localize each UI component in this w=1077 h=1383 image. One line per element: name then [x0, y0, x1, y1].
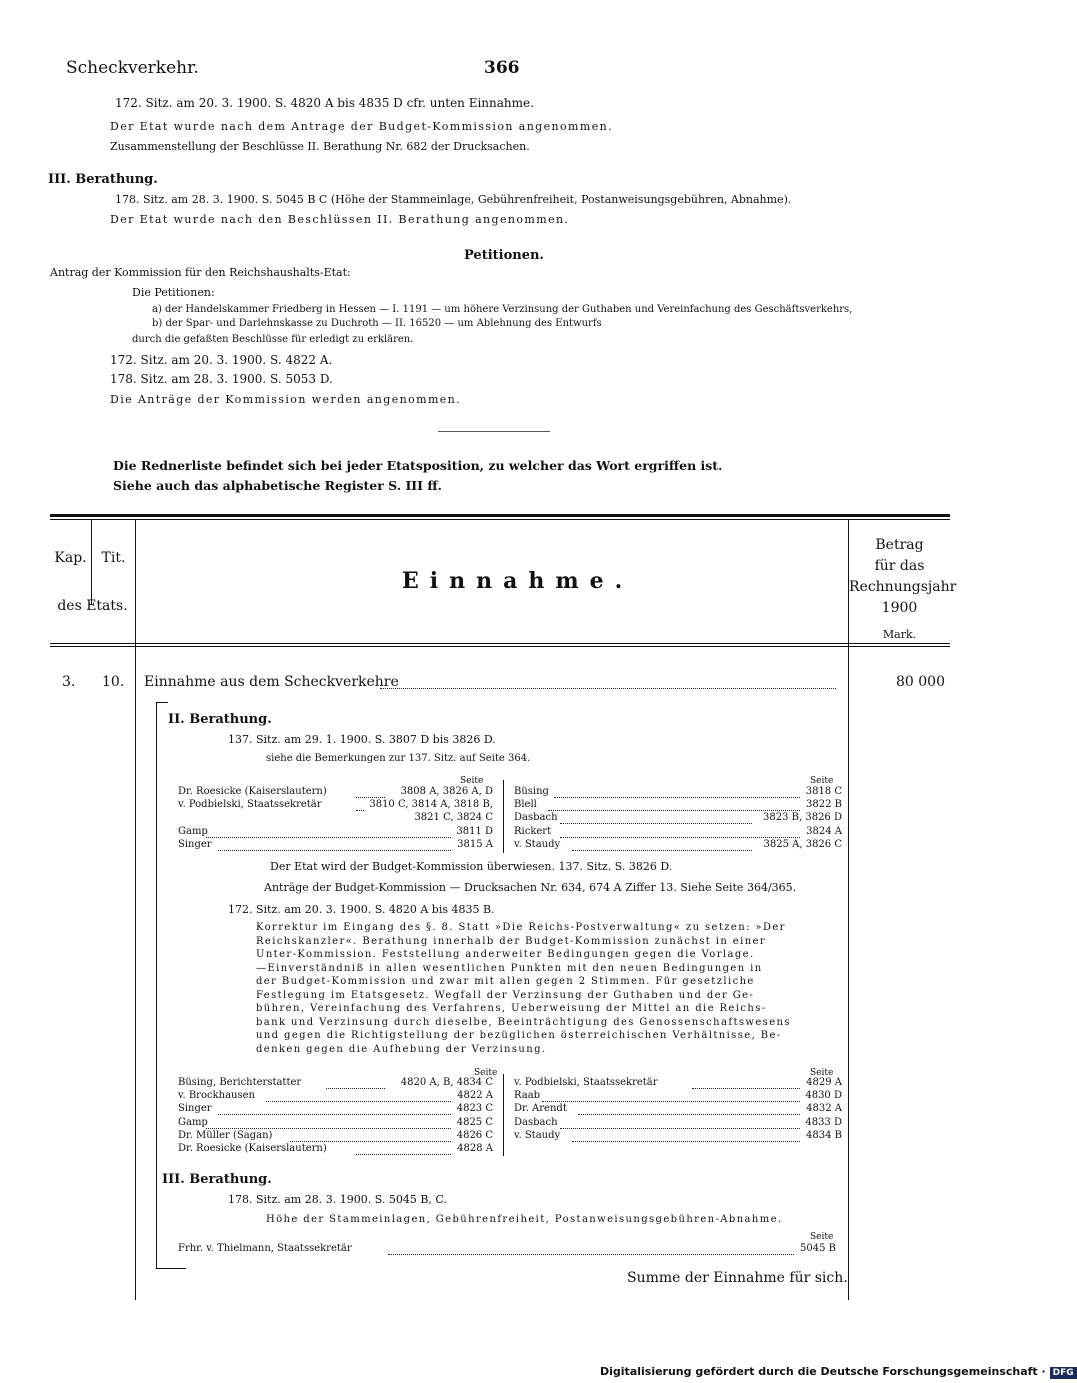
speaker-pages: 4834 B — [806, 1129, 842, 1141]
paragraph-line: —Einverständniß in allen wesentlichen Punkten mit den neuen Bedingungen in — [256, 962, 763, 974]
speaker-name: Gamp — [178, 1116, 208, 1128]
leader-dots — [542, 1101, 800, 1102]
footer-text: Digitalisierung gefördert durch die Deutsche Forschungsgemeinschaft · — [600, 1365, 1046, 1378]
see-remarks: siehe die Bemerkungen zur 137. Sitz. auf Seite 364. — [266, 753, 531, 764]
speaker-column-divider — [503, 780, 504, 853]
top-line: Zusammenstellung der Beschlüsse II. Berathung Nr. 682 der Drucksachen. — [110, 140, 530, 153]
leader-dots — [560, 837, 800, 838]
seite-label: Seite — [460, 776, 484, 786]
leader-dots — [572, 1141, 800, 1142]
top-line: 172. Sitz. am 20. 3. 1900. S. 4820 A bis 4835 D cfr. unten Einnahme. — [115, 96, 534, 110]
speaker-pages: 3824 A — [806, 825, 842, 837]
third-reading-top-line: Der Etat wurde nach den Beschlüssen II. Berathung angenommen. — [110, 213, 570, 226]
speaker-pages: 5045 B — [800, 1243, 836, 1254]
leader-dots — [548, 810, 800, 811]
speaker-pages: 3822 B — [806, 799, 842, 811]
footer-credit — [600, 1365, 1077, 1379]
petitions-line: 172. Sitz. am 20. 3. 1900. S. 4822 A. — [110, 353, 333, 367]
third-reading-top-line: 178. Sitz. am 28. 3. 1900. S. 5045 B C (Höhe der Stammeinlage, Gebührenfreiheit, Postanweisungsgebühren, Abnahme). — [115, 193, 792, 206]
seite-label: Seite — [474, 1068, 498, 1078]
amount-unit: Mark. — [882, 628, 917, 641]
paragraph-line: denken gegen die Aufhebung der Verzinsung. — [256, 1043, 547, 1055]
speaker-pages: 4823 C — [456, 1103, 493, 1115]
leader-dots — [356, 810, 364, 811]
leader-dots — [572, 850, 752, 851]
paragraph-line: bühren, Vereinfachung des Verfahrens, Ueberweisung der Mittel an die Reichs- — [256, 1003, 767, 1014]
speaker-name: Dr. Roesicke (Kaiserslautern) — [178, 786, 327, 797]
leader-dots — [380, 688, 836, 689]
row-amount: 80 000 — [896, 674, 945, 690]
bracket-line — [156, 702, 168, 703]
petitions-heading: Petitionen. — [464, 248, 544, 263]
bracket-line — [156, 1268, 186, 1269]
amount-header: für das — [874, 558, 925, 574]
speaker-name: Dr. Müller (Sagan) — [178, 1129, 273, 1141]
paragraph-line: Korrektur im Eingang des §. 8. Statt »Die Reichs-Postverwaltung« zu setzen: »Der — [256, 922, 786, 933]
leader-dots — [560, 1128, 800, 1129]
summary-line: Summe der Einnahme für sich. — [627, 1270, 848, 1286]
petitions-line: a) der Handelskammer Friedberg in Hessen — I. 1191 — um höhere Verzinsung der Guthaben und Vereinfachung des Geschäftsverkehrs, — [152, 304, 853, 315]
leader-dots — [266, 1101, 451, 1102]
bracket-line — [156, 702, 157, 1268]
amount-header: Rechnungsjahr — [849, 579, 957, 595]
speaker-pages: 4820 A, B, 4834 C — [400, 1077, 493, 1088]
column-header-tit: Tit. — [101, 550, 126, 566]
leader-dots — [356, 1154, 451, 1155]
speaker-pages: 3811 D — [456, 825, 493, 837]
speaker-name: Singer — [178, 838, 212, 850]
speaker-name: Raab — [514, 1090, 541, 1102]
speaker-pages: 3821 C, 3824 C — [414, 812, 493, 824]
column-header-des-etats: des Etats. — [57, 598, 128, 614]
speaker-pages: 4833 D — [805, 1116, 842, 1128]
speaker-pages: 3810 C, 3814 A, 3818 B, — [369, 799, 493, 811]
leader-dots — [692, 1088, 800, 1089]
speaker-name: Dr. Roesicke (Kaiserslautern) — [178, 1143, 327, 1154]
paragraph-line: Festlegung im Etatsgesetz. Wegfall der Verzinsung der Guthaben und der Ge- — [256, 989, 755, 1001]
referral-line: Der Etat wird der Budget-Kommission überwiesen. 137. Sitz. S. 3826 D. — [270, 860, 673, 873]
leader-dots — [388, 1254, 794, 1255]
speaker-name: v. Brockhausen — [178, 1090, 255, 1102]
speaker-name: Gamp — [178, 825, 208, 837]
paragraph-line: Unter-Kommission. Feststellung anderweiter Bedingungen gegen die Vorlage. — [256, 949, 755, 960]
paragraph-line: der Budget-Kommission und zwar mit allen gegen 2 Stimmen. Für gesetzliche — [256, 976, 755, 987]
row-kap: 3. — [62, 674, 76, 690]
table-header-rule — [50, 643, 950, 644]
paragraph-line: und gegen die Richtigstellung der bezüglichen österreichischen Verhältnisse, Be- — [256, 1030, 782, 1041]
petitions-line: b) der Spar- und Darlehnskasse zu Duchroth — II. 16520 — um Ablehnung des Entwurfs — [152, 318, 602, 329]
leader-dots — [218, 1114, 451, 1115]
topics-line: Höhe der Stammeinlagen, Gebührenfreiheit, Postanweisungsgebühren-Abnahme. — [266, 1214, 783, 1225]
leader-dots — [290, 1141, 451, 1142]
third-reading-heading: III. Berathung. — [162, 1172, 272, 1187]
session-line: 137. Sitz. am 29. 1. 1900. S. 3807 D bis 3826 D. — [228, 733, 496, 746]
amount-header: Betrag — [875, 537, 924, 553]
speaker-name: v. Podbielski, Staatssekretär — [514, 1077, 658, 1088]
speaker-pages: 4825 C — [456, 1116, 493, 1128]
leader-dots — [206, 1128, 451, 1129]
notice-line: Die Rednerliste befindet sich bei jeder Etatsposition, zu welcher das Wort ergriffen ist. — [113, 458, 723, 473]
running-head: Scheckverkehr. — [66, 58, 199, 78]
speaker-pages: 4822 A — [457, 1090, 493, 1102]
leader-dots — [326, 1088, 385, 1089]
session-line: 178. Sitz. am 28. 3. 1900. S. 5045 B, C. — [228, 1193, 447, 1206]
table-top-rule — [50, 514, 950, 517]
leader-dots — [218, 850, 451, 851]
petitions-line: Antrag der Kommission für den Reichshaushalts-Etat: — [50, 266, 351, 279]
speaker-name: Blell — [514, 799, 537, 811]
petitions-line: 178. Sitz. am 28. 3. 1900. S. 5053 D. — [110, 372, 333, 386]
motions-line: Anträge der Budget-Kommission — Drucksachen Nr. 634, 674 A Ziffer 13. Siehe Seite 364/365. — [264, 881, 797, 894]
speaker-name: v. Staudy — [514, 1129, 561, 1141]
speaker-pages: 3823 B, 3826 D — [763, 812, 842, 824]
speaker-name: Singer — [178, 1103, 212, 1115]
top-line: Der Etat wurde nach dem Antrage der Budget-Kommission angenommen. — [110, 120, 613, 133]
seite-label: Seite — [810, 1232, 834, 1242]
column-header-kap: Kap. — [54, 550, 87, 566]
speaker-name: Frhr. v. Thielmann, Staatssekretär — [178, 1243, 352, 1254]
paragraph-line: Reichskanzler«. Berathung innerhalb der Budget-Kommission zunächst in einer — [256, 935, 767, 947]
seite-label: Seite — [810, 1068, 834, 1078]
petitions-line: Die Anträge der Kommission werden angenommen. — [110, 393, 462, 406]
session-line: 172. Sitz. am 20. 3. 1900. S. 4820 A bis 4835 B. — [228, 903, 495, 916]
amount-header: 1900 — [881, 600, 918, 616]
speaker-pages: 3818 C — [805, 786, 842, 797]
notice-line: Siehe auch das alphabetische Register S. III ff. — [113, 478, 442, 493]
speaker-name: Dasbach — [514, 1116, 558, 1128]
paragraph-line: bank und Verzinsung durch dieselbe, Beeinträchtigung des Genossenschaftswesens — [256, 1016, 791, 1028]
speaker-name: Büsing — [514, 786, 549, 797]
speaker-name: v. Staudy — [514, 838, 561, 850]
speaker-pages: 4830 D — [805, 1090, 842, 1102]
speaker-name: v. Podbielski, Staatssekretär — [178, 799, 322, 811]
speaker-pages: 4828 A — [457, 1143, 493, 1154]
leader-dots — [554, 797, 800, 798]
row-tit: 10. — [102, 674, 125, 690]
page-number: 366 — [484, 58, 520, 78]
dfg-logo: DFG — [1050, 1367, 1077, 1379]
speaker-pages: 4832 A — [806, 1103, 842, 1115]
second-reading-heading: II. Berathung. — [168, 712, 272, 727]
table-top-rule-thin — [50, 519, 950, 520]
speaker-name: Büsing, Berichterstatter — [178, 1077, 302, 1088]
petitions-line: durch die gefaßten Beschlüsse für erledigt zu erklären. — [132, 334, 414, 345]
speaker-name: Dasbach — [514, 812, 558, 824]
table-title: Einnahme. — [402, 568, 634, 594]
tit-column-rule — [135, 520, 136, 1300]
leader-dots — [206, 837, 451, 838]
table-header-rule-thin — [50, 646, 950, 647]
speaker-pages: 3815 A — [457, 838, 493, 850]
seite-label: Seite — [810, 776, 834, 786]
petitions-line: Die Petitionen: — [132, 286, 215, 299]
speaker-column-divider — [503, 1074, 504, 1156]
leader-dots — [578, 1114, 800, 1115]
speaker-pages: 3808 A, 3826 A, D — [400, 786, 493, 797]
speaker-pages: 4829 A — [806, 1077, 842, 1088]
speaker-name: Dr. Arendt — [514, 1103, 567, 1115]
speaker-pages: 4826 C — [456, 1129, 493, 1141]
speaker-name: Rickert — [514, 825, 552, 837]
row-label: Einnahme aus dem Scheckverkehre — [144, 674, 399, 690]
leader-dots — [560, 823, 752, 824]
third-reading-top-heading: III. Berathung. — [48, 172, 158, 187]
speaker-pages: 3825 A, 3826 C — [763, 838, 842, 850]
leader-dots — [356, 797, 385, 798]
separator-rule — [438, 431, 550, 432]
